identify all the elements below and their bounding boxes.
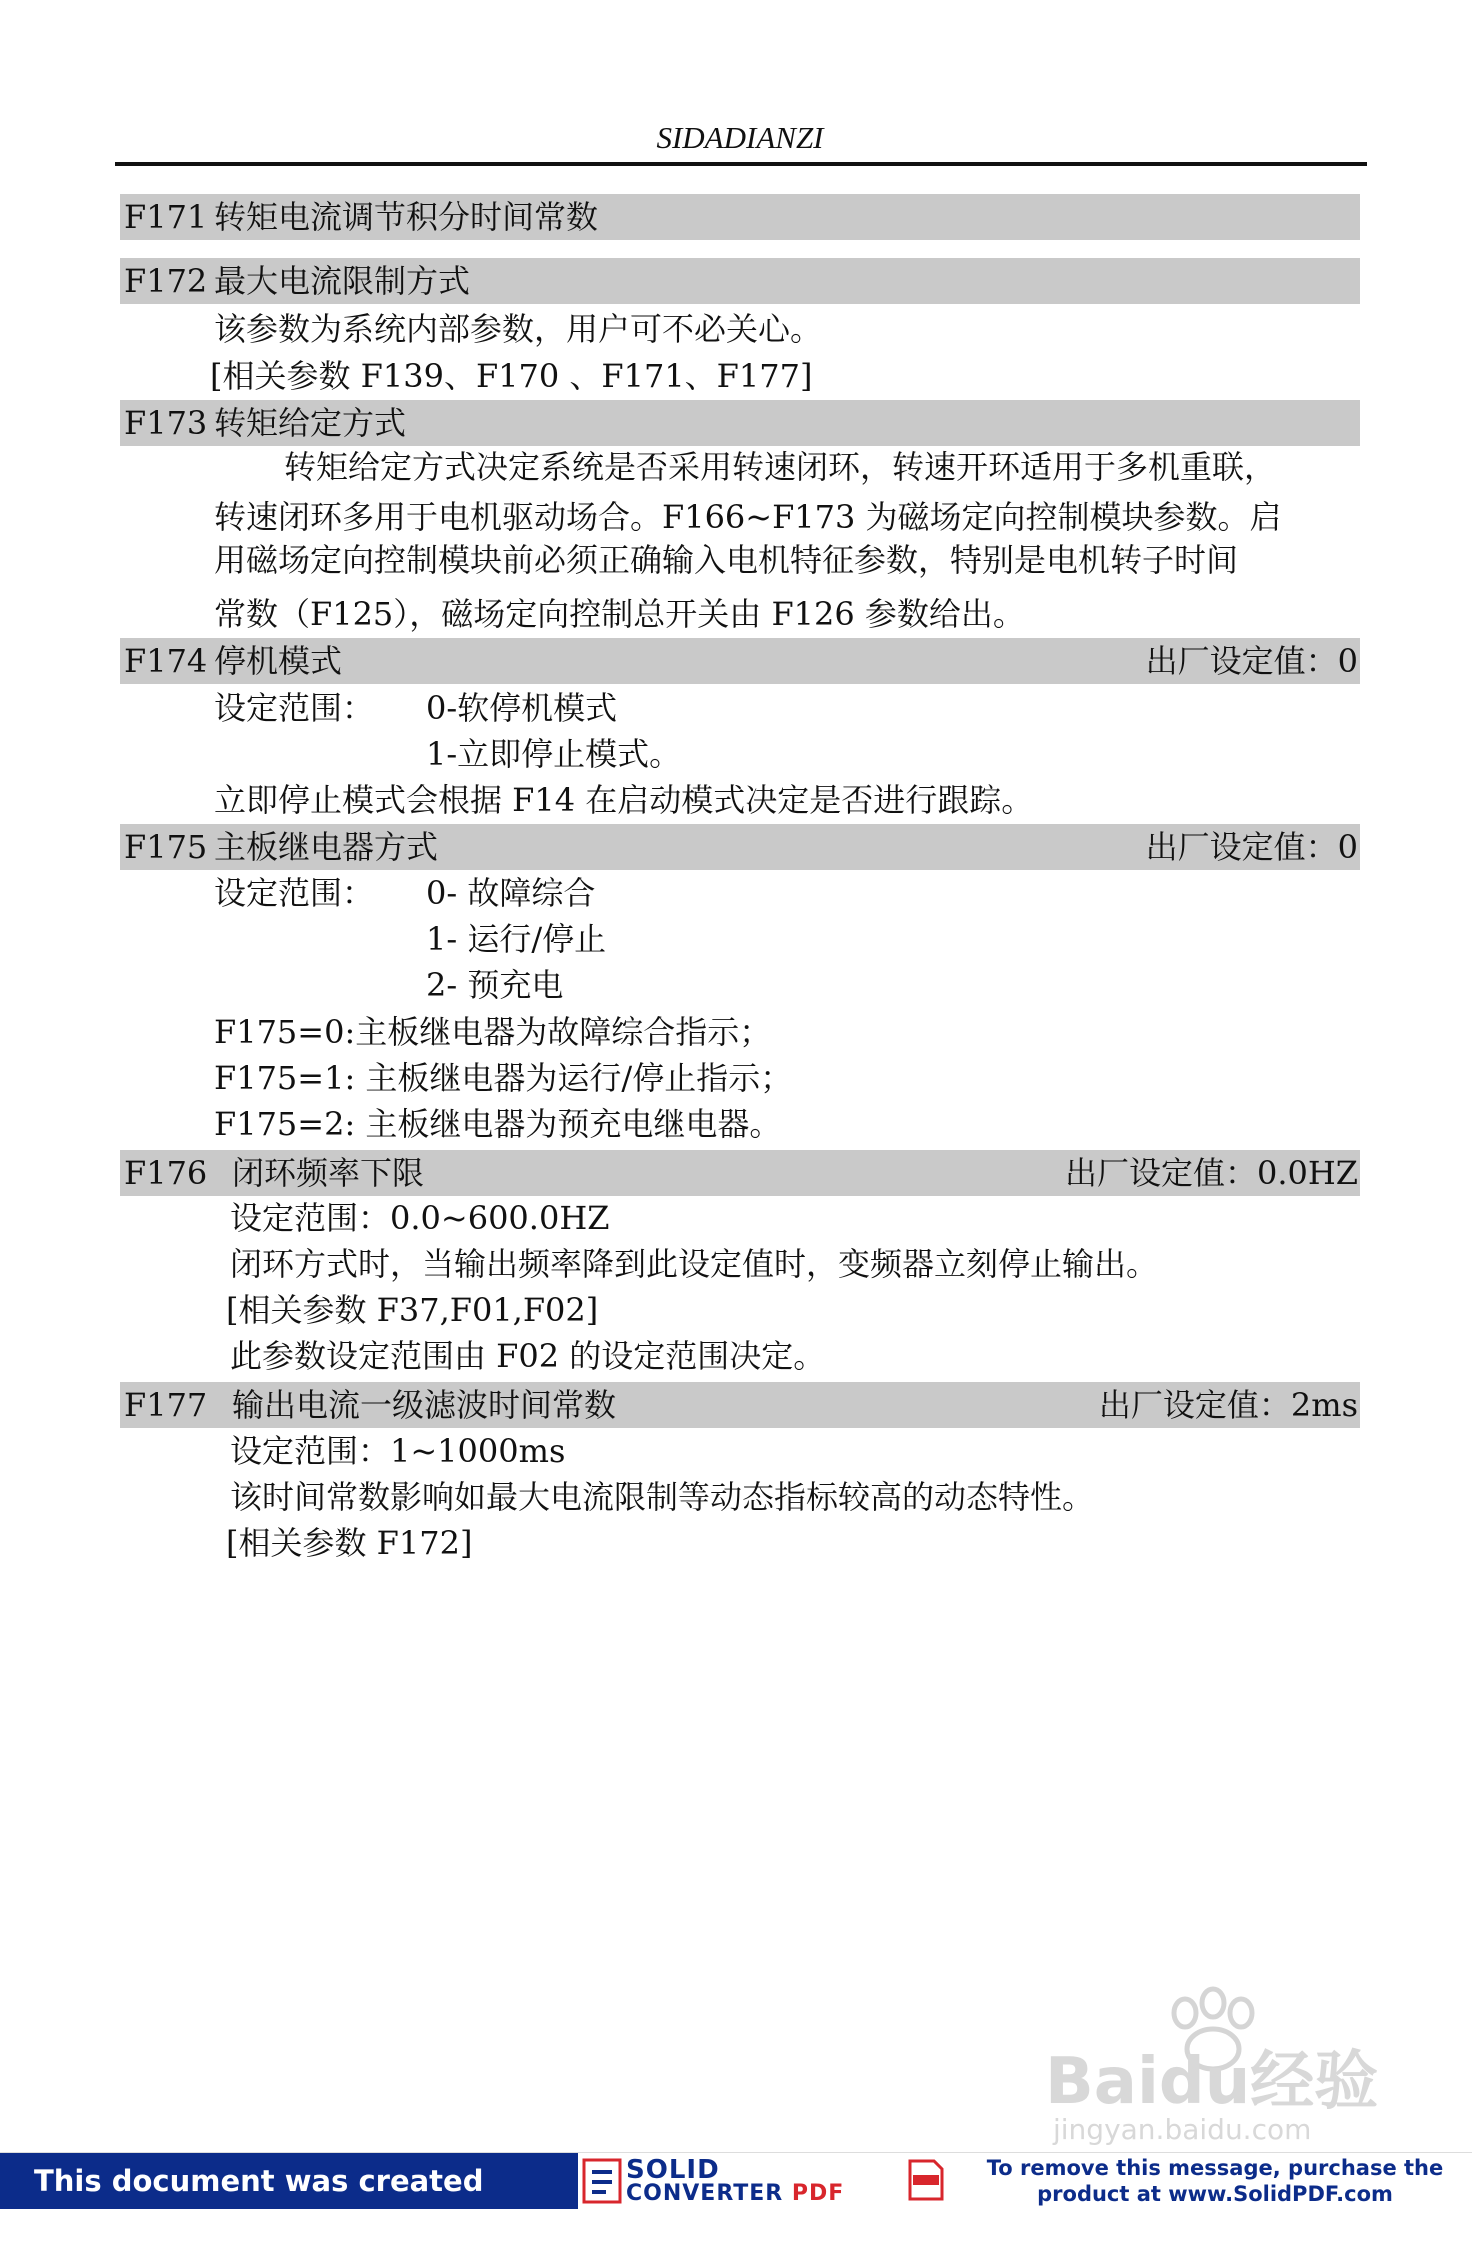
range-label: 设定范围： <box>214 874 375 912</box>
param-name: 输出电流一级滤波时间常数 <box>232 1386 617 1424</box>
param-code: F175 <box>124 828 208 866</box>
param-text: 转矩给定方式决定系统是否采用转速闭环，转速开环适用于多机重联， <box>284 448 1277 486</box>
param-bar-f173 <box>120 400 1360 446</box>
solid-logo-icon <box>582 2158 622 2204</box>
range-option: 1-立即停止模式。 <box>426 735 682 773</box>
param-text: [相关参数 F37,F01,F02] <box>226 1291 599 1329</box>
param-default: 出厂设定值：0 <box>1145 642 1358 680</box>
pdf-file-icon <box>908 2159 944 2201</box>
header-rule <box>115 162 1367 166</box>
param-bar-f175 <box>120 824 1360 870</box>
param-default: 出厂设定值：0.0HZ <box>1064 1154 1358 1192</box>
param-text: 此参数设定范围由 F02 的设定范围决定。 <box>230 1337 826 1375</box>
param-code: F174 <box>124 642 208 680</box>
solid-converter-logo <box>578 2153 958 2209</box>
logo-converter: CONVERTER <box>626 2181 784 2206</box>
param-text: F175=1: 主板继电器为运行/停止指示； <box>214 1059 793 1097</box>
param-default: 出厂设定值：0 <box>1145 828 1358 866</box>
remove-line-2: product at www.SolidPDF.com <box>1037 2182 1393 2206</box>
param-text: 立即停止模式会根据 F14 在启动模式决定是否进行跟踪。 <box>214 781 1034 819</box>
param-code: F172 <box>124 262 208 300</box>
logo-solid: SOLID <box>626 2155 720 2185</box>
logo-converter-pdf <box>626 2181 844 2206</box>
param-text: F175=0:主板继电器为故障综合指示； <box>214 1013 772 1051</box>
param-text: [相关参数 F172] <box>226 1524 473 1562</box>
param-name: 转矩给定方式 <box>214 404 407 442</box>
param-bar-f174 <box>120 638 1360 684</box>
watermark-url: jingyan.baidu.com <box>1053 2113 1312 2146</box>
range-label: 设定范围： <box>214 689 375 727</box>
param-text: 设定范围：0.0~600.0HZ <box>230 1199 610 1237</box>
logo-pdf: PDF <box>791 2181 845 2206</box>
param-code: F171 <box>124 198 208 236</box>
watermark-brand: Baidu经验 <box>1045 2045 1379 2119</box>
param-code: F173 <box>124 404 208 442</box>
param-bar-f171 <box>120 194 1360 240</box>
param-name: 转矩电流调节积分时间常数 <box>214 198 599 236</box>
param-code: F177 <box>124 1386 208 1424</box>
remove-line-1: To remove this message, purchase the <box>986 2156 1444 2180</box>
solidpdf-footer-banner <box>0 2152 1472 2254</box>
remove-message <box>958 2153 1472 2211</box>
param-text: 该参数为系统内部参数，用户可不必关心。 <box>214 310 823 348</box>
param-text: 闭环方式时，当输出频率降到此设定值时，变频器立刻停止输出。 <box>230 1245 1159 1283</box>
created-using-text: This document was created using <box>0 2153 578 2209</box>
range-option: 1- 运行/停止 <box>426 920 607 958</box>
param-bar-f177 <box>120 1382 1360 1428</box>
param-text: 设定范围：1~1000ms <box>230 1432 566 1470</box>
range-option: 0-软停机模式 <box>426 689 618 727</box>
param-text: [相关参数 F139、F170 、F171、F177] <box>210 357 813 395</box>
page-header: SIDADIANZI <box>656 120 824 155</box>
range-option: 2- 预充电 <box>426 966 564 1004</box>
param-name: 闭环频率下限 <box>232 1154 425 1192</box>
param-name: 停机模式 <box>214 642 343 680</box>
param-name: 最大电流限制方式 <box>214 262 471 300</box>
param-text: F175=2: 主板继电器为预充电继电器。 <box>214 1105 782 1143</box>
baidu-watermark <box>1045 1985 1385 2155</box>
param-text: 该时间常数影响如最大电流限制等动态指标较高的动态特性。 <box>230 1478 1095 1516</box>
param-text: 用磁场定向控制模块前必须正确输入电机特征参数，特别是电机转子时间 <box>214 541 1239 579</box>
param-bar-f172 <box>120 258 1360 304</box>
param-text: 常数（F125），磁场定向控制总开关由 F126 参数给出。 <box>214 595 1025 633</box>
param-default: 出厂设定值：2ms <box>1098 1386 1358 1424</box>
param-code: F176 <box>124 1154 208 1192</box>
param-name: 主板继电器方式 <box>214 828 439 866</box>
range-option: 0- 故障综合 <box>426 874 596 912</box>
param-text: 转速闭环多用于电机驱动场合。F166~F173 为磁场定向控制模块参数。启 <box>214 498 1282 536</box>
param-bar-f176 <box>120 1150 1360 1196</box>
